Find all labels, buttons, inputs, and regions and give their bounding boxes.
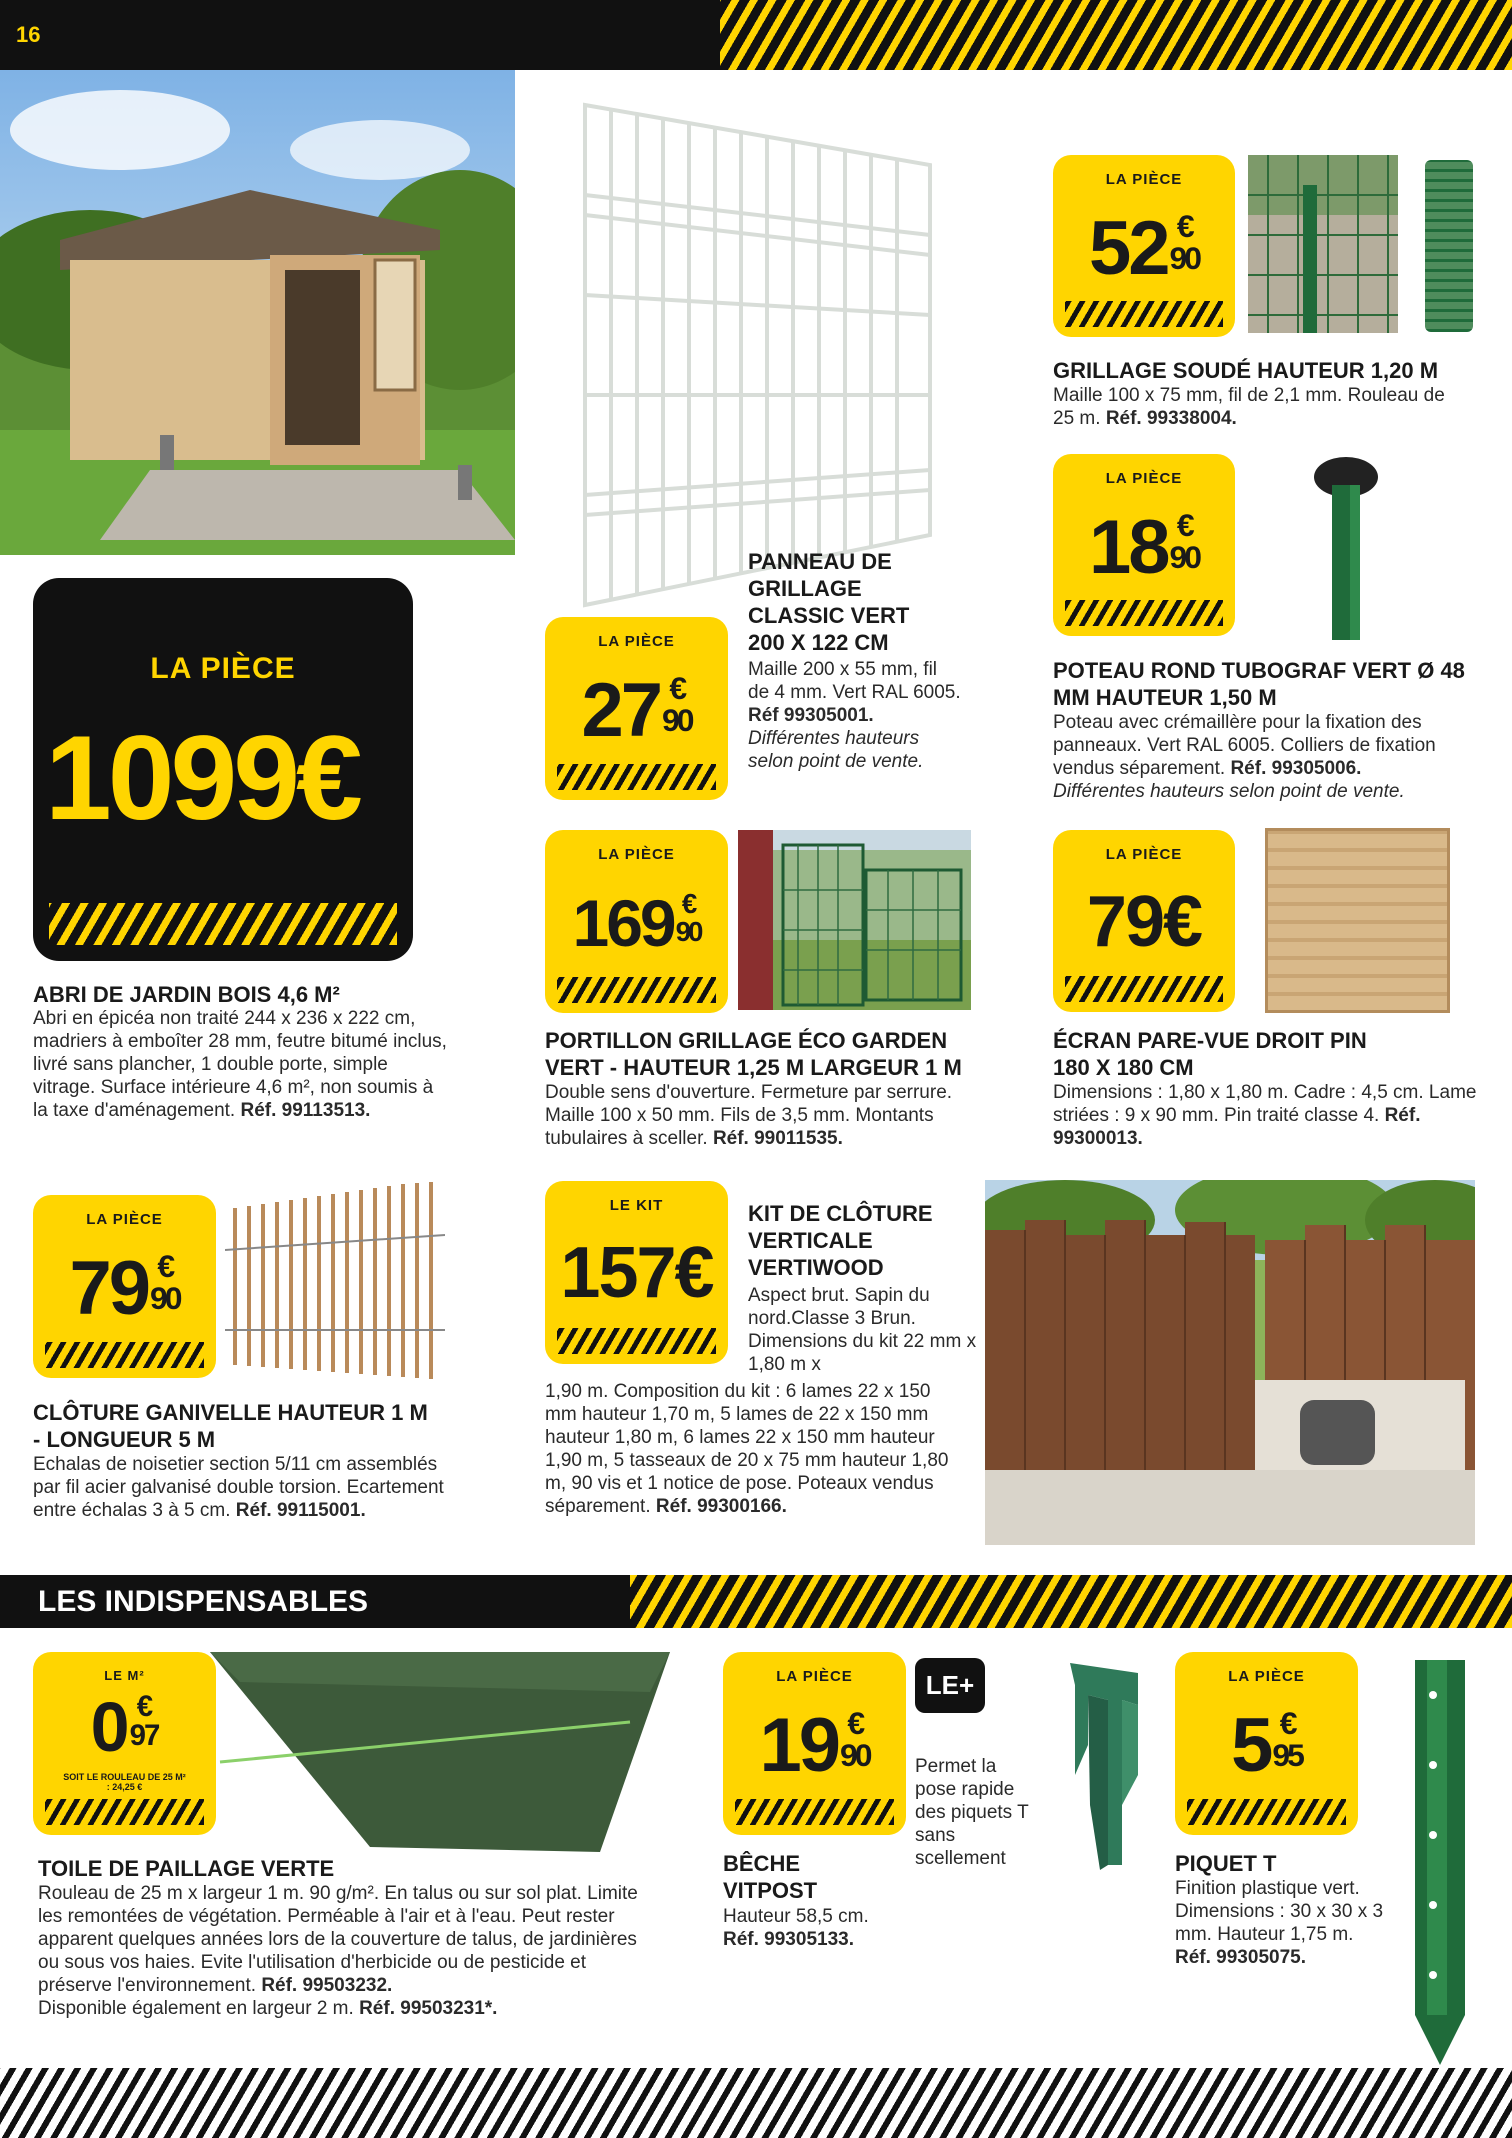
grillage-price-stripes: [1065, 301, 1223, 327]
beche-price-cents: 90: [840, 1736, 870, 1773]
poteau-price-cents-wrap: [1169, 507, 1200, 575]
toile-price-int: 0: [90, 1688, 128, 1766]
toile-desc-block: [38, 1882, 648, 2020]
poteau-note: Différentes hauteurs selon point de vente.: [1053, 781, 1405, 802]
portillon-ref: Réf. 99011535.: [712, 1128, 843, 1149]
euro-sign: €: [847, 1705, 863, 1741]
euro-sign: €: [1176, 208, 1192, 244]
toile-ref2: Réf. 99503231*.: [359, 1998, 498, 2019]
top-stripes: [720, 0, 1512, 70]
toile-title: TOILE DE PAILLAGE VERTE: [38, 1856, 335, 1881]
abri-ref: Réf. 99113513.: [240, 1100, 371, 1121]
panneau-ref: Réf 99305001.: [748, 705, 874, 726]
grillage-roll: [1425, 160, 1473, 332]
kit-photo: [985, 1180, 1475, 1545]
abri-desc-block: [33, 1007, 453, 1122]
kit-title: KIT DE CLÔTURE VERTICALE VERTIWOOD: [748, 1201, 933, 1280]
portillon-desc-block: [545, 1081, 985, 1150]
kit-price-stripes: [557, 1328, 716, 1354]
ganivelle-ref: Réf. 99115001.: [235, 1500, 366, 1521]
beche-badge-text: Permet la pose rapide des piquets T sans scellement: [915, 1756, 1029, 1869]
grillage-desc: Maille 100 x 75 mm, fil de 2,1 mm. Rouleau de 25 m.: [1053, 385, 1445, 429]
piquet-price-stripes: [1187, 1799, 1346, 1825]
kit-desc-side: Aspect brut. Sapin du nord.Classe 3 Brun. Dimensions du kit 22 mm x 1,80 m x: [748, 1285, 977, 1375]
poteau-price: [1053, 505, 1235, 590]
panneau-image: [575, 95, 945, 615]
ecran-price: 79€: [1086, 882, 1202, 962]
panneau-desc: Maille 200 x 55 mm, fil de 4 mm. Vert RAL 6005.: [748, 659, 961, 703]
beche-ref: Réf. 99305133.: [723, 1929, 854, 1950]
beche-desc: Hauteur 58,5 cm.: [723, 1906, 869, 1927]
euro-sign: €: [1176, 507, 1192, 543]
toile-image: [210, 1652, 670, 1852]
kit-desc-block: [545, 1380, 965, 1518]
toile-desc2: Disponible également en largeur 2 m.: [38, 1998, 354, 2019]
top-bar: [0, 0, 1512, 70]
kit-price-box: [545, 1181, 728, 1364]
portillon-price-label: LA PIÈCE: [598, 846, 675, 863]
abri-price: 1099€: [45, 711, 359, 845]
poteau-price-stripes: [1065, 600, 1223, 626]
beche-desc-block: [723, 1905, 883, 1951]
ecran-price-box: [1053, 830, 1235, 1012]
bottom-stripes: [0, 2068, 1512, 2138]
panneau-price-stripes: [557, 764, 716, 790]
piquet-price: [1175, 1703, 1358, 1788]
piquet-ref: Réf. 99305075.: [1175, 1947, 1306, 1968]
toile-desc2-line: [38, 1997, 648, 2020]
toile-desc: Rouleau de 25 m x largeur 1 m. 90 g/m². En talus ou sur sol plat. Limite les remontées de végétation. Perméable à l'air et à l'eau. Peut rester apparent quelques années lors de la couverture de talus, de jardinières ou sous vos haies. Evite l'utilisation d'herbicide ou de pesticide et préserve l'environnement.: [38, 1883, 638, 1996]
poteau-title: POTEAU ROND TUBOGRAF VERT Ø 48 MM HAUTEUR 1,50 M: [1053, 658, 1465, 710]
piquet-price-cents: 95: [1272, 1736, 1302, 1773]
ganivelle-title: CLÔTURE GANIVELLE HAUTEUR 1 M - LONGUEUR 5 M: [33, 1400, 428, 1452]
grillage-title: GRILLAGE SOUDÉ HAUTEUR 1,20 M: [1053, 358, 1439, 383]
toile-price-stripes: [45, 1799, 204, 1825]
portillon-price-cents: 90: [675, 915, 701, 947]
panneau-price-int: 27: [581, 668, 661, 753]
grillage-price-int: 52: [1088, 206, 1168, 291]
beche-price-box: [723, 1652, 906, 1835]
piquet-desc-block: [1175, 1877, 1410, 1969]
poteau-desc: Poteau avec crémaillère pour la fixation des panneaux. Vert RAL 6005. Colliers de fixation vendus séparement.: [1053, 712, 1436, 779]
piquet-price-int: 5: [1231, 1703, 1271, 1788]
kit-price-label: LE KIT: [609, 1197, 664, 1214]
ganivelle-price-cents: 90: [150, 1279, 180, 1316]
grillage-price: [1053, 206, 1235, 291]
grillage-price-cents: 90: [1169, 239, 1200, 276]
poteau-desc-block: [1053, 711, 1493, 803]
abri-title: ABRI DE JARDIN BOIS 4,6 M²: [33, 982, 340, 1007]
panneau-desc-block: [748, 658, 963, 773]
grillage-photo: [1248, 155, 1398, 333]
piquet-title: PIQUET T: [1175, 1851, 1277, 1876]
ecran-price-stripes: [1065, 976, 1223, 1002]
portillon-price-stripes: [557, 977, 716, 1003]
section-title: LES INDISPENSABLES: [38, 1585, 369, 1618]
kit-desc: 1,90 m. Composition du kit : 6 lames 22 x 150 mm hauteur 1,70 m, 5 lames de 22 x 150 mm hauteur 1,80 m, 6 lames 22 x 150 mm hauteur 1,90 m, 5 tasseaux de 20 x 75 mm hauteur 1,80 m, 90 vis et 1 notice de pose. Poteaux vendus séparement.: [545, 1381, 949, 1517]
ganivelle-price-int: 79: [69, 1246, 149, 1331]
beche-price-stripes: [735, 1799, 894, 1825]
toile-price-cents-wrap: [130, 1692, 159, 1751]
grillage-price-box: [1053, 155, 1235, 337]
grillage-price-label: LA PIÈCE: [1105, 171, 1183, 188]
euro-sign: €: [136, 1690, 152, 1723]
ecran-price-label: LA PIÈCE: [1105, 846, 1183, 863]
piquet-price-box: [1175, 1652, 1358, 1835]
toile-sub: SOIT LE ROULEAU DE 25 M² : 24,25 €: [63, 1772, 186, 1792]
ganivelle-desc-block: [33, 1453, 453, 1522]
panneau-price-label: LA PIÈCE: [598, 633, 675, 650]
euro-sign: €: [157, 1248, 173, 1284]
portillon-photo: [738, 830, 971, 1010]
toile-price: [33, 1688, 216, 1766]
ecran-desc-block: [1053, 1081, 1483, 1150]
panneau-price-cents-wrap: [662, 670, 692, 738]
abri-price-stripes: [49, 903, 397, 945]
grillage-desc-block: [1053, 384, 1463, 430]
abri-price-box: [33, 578, 413, 961]
ecran-ref: Réf. 99300013.: [1053, 1105, 1421, 1149]
euro-sign: €: [681, 888, 695, 919]
beche-plus-badge: LE+: [915, 1658, 985, 1713]
beche-price: [723, 1703, 906, 1788]
piquet-image: [1405, 1655, 1475, 2070]
panneau-price-box: [545, 617, 728, 800]
beche-price-cents-wrap: [840, 1705, 870, 1773]
portillon-title: PORTILLON GRILLAGE ÉCO GARDEN VERT - HAUTEUR 1,25 M LARGEUR 1 M: [545, 1028, 962, 1080]
poteau-price-cents: 90: [1169, 538, 1200, 575]
beche-price-label: LA PIÈCE: [776, 1668, 853, 1685]
ganivelle-desc: Echalas de noisetier section 5/11 cm assemblés par fil acier galvanisé double torsion. Ecartement entre échalas 3 à 5 cm.: [33, 1454, 444, 1521]
piquet-price-label: LA PIÈCE: [1228, 1668, 1305, 1685]
poteau-ref: Réf. 99305006.: [1230, 758, 1362, 779]
panneau-price-cents: 90: [662, 701, 692, 738]
ganivelle-price-box: [33, 1195, 216, 1378]
beche-title: BÊCHE VITPOST: [723, 1851, 818, 1903]
beche-price-int: 19: [759, 1703, 839, 1788]
abri-desc: Abri en épicéa non traité 244 x 236 x 222 cm, madriers à emboîter 28 mm, feutre bitumé inclus, livré sans plancher, 1 double porte, simple vitrage. Surface intérieure 4,6 m², non soumis à la taxe d'aménagement.: [33, 1008, 447, 1121]
toile-price-box: [33, 1652, 216, 1835]
portillon-price-cents-wrap: [676, 890, 701, 945]
poteau-price-label: LA PIÈCE: [1105, 470, 1183, 487]
ecran-title: ÉCRAN PARE-VUE DROIT PIN 180 X 180 CM: [1053, 1028, 1367, 1080]
portillon-price-int: 169: [572, 886, 674, 960]
poteau-price-int: 18: [1088, 505, 1168, 590]
page-number: 16: [16, 22, 41, 47]
grillage-price-cents-wrap: [1169, 208, 1200, 276]
portillon-desc: Double sens d'ouverture. Fermeture par serrure. Maille 100 x 50 mm. Fils de 3,5 mm. Montants tubulaires à sceller.: [545, 1082, 953, 1149]
poteau-price-box: [1053, 454, 1235, 636]
ganivelle-price: [33, 1246, 216, 1331]
euro-sign: €: [669, 670, 685, 706]
euro-sign: €: [1279, 1705, 1295, 1741]
abri-price-label: LA PIÈCE: [150, 652, 296, 685]
kit-price: 157€: [560, 1233, 713, 1313]
kit-ref: Réf. 99300166.: [655, 1496, 787, 1517]
ganivelle-image: [225, 1180, 445, 1380]
piquet-price-cents-wrap: [1272, 1705, 1302, 1773]
panneau-note: Différentes hauteurs selon point de vente.: [748, 728, 924, 772]
panneau-price: [545, 668, 728, 753]
portillon-price: [545, 886, 728, 960]
grillage-ref: Réf. 99338004.: [1105, 408, 1237, 429]
toile-price-label: LE M²: [104, 1668, 145, 1683]
section-stripes: [630, 1575, 1512, 1628]
ecran-desc: Dimensions : 1,80 x 1,80 m. Cadre : 4,5 cm. Lame striées : 9 x 90 mm. Pin traité classe 4.: [1053, 1082, 1477, 1126]
beche-image: [1060, 1655, 1150, 1870]
ganivelle-price-cents-wrap: [150, 1248, 180, 1316]
portillon-price-box: [545, 830, 728, 1013]
abri-photo: [0, 70, 515, 555]
ecran-image: [1265, 828, 1450, 1013]
toile-ref: Réf. 99503232.: [261, 1975, 393, 1996]
toile-price-cents: 97: [129, 1719, 159, 1753]
poteau-image: [1310, 455, 1380, 640]
ganivelle-price-stripes: [45, 1342, 204, 1368]
ganivelle-price-label: LA PIÈCE: [86, 1211, 163, 1228]
piquet-desc: Finition plastique vert. Dimensions : 30 x 30 x 3 mm. Hauteur 1,75 m.: [1175, 1878, 1384, 1945]
panneau-title: PANNEAU DE GRILLAGE CLASSIC VERT 200 X 122 CM: [748, 549, 910, 655]
section-band: [0, 1575, 1512, 1628]
